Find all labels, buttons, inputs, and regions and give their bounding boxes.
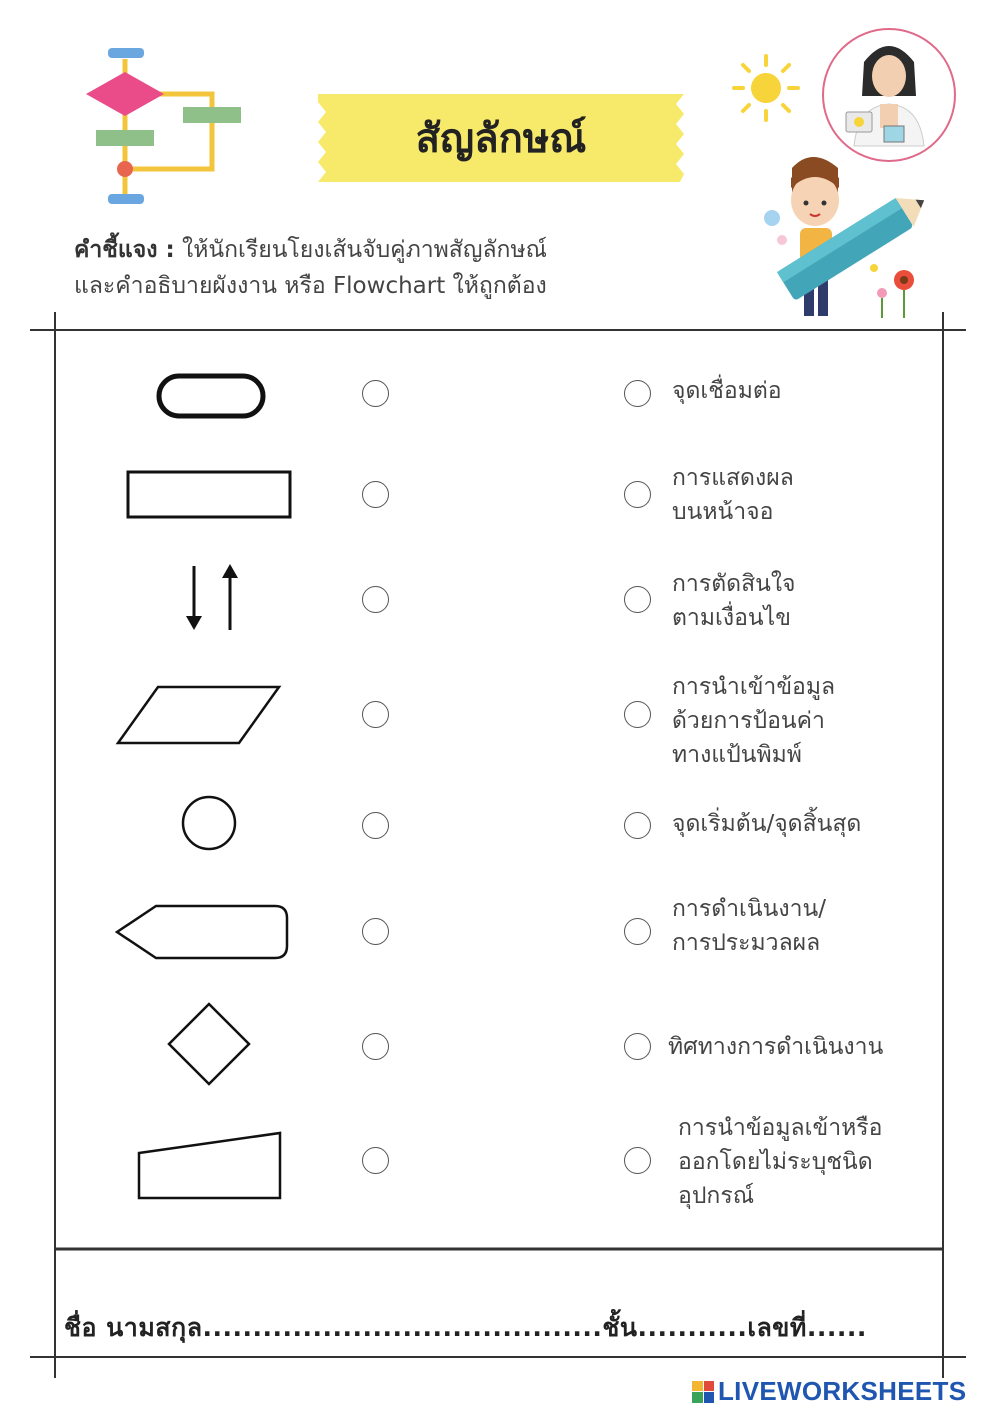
symbol-manual-input-icon xyxy=(132,1126,288,1206)
description-5 xyxy=(672,807,861,841)
description-3 xyxy=(672,567,796,635)
page-title: สัญลักษณ์ xyxy=(415,116,587,162)
description-line: ทางแป้นพิมพ์ xyxy=(672,742,802,768)
description-line: ตามเงื่อนไข xyxy=(672,605,791,631)
description-2 xyxy=(672,461,794,529)
right-match-dot-7[interactable] xyxy=(624,1033,651,1060)
description-line: ด้วยการป้อนค่า xyxy=(672,708,825,734)
instructions-label: คำชี้แจง : xyxy=(74,237,175,263)
left-match-dot-1[interactable] xyxy=(362,380,389,407)
left-match-dot-5[interactable] xyxy=(362,812,389,839)
right-match-dot-3[interactable] xyxy=(624,586,651,613)
symbol-process-rectangle-icon xyxy=(122,466,296,524)
symbol-connector-circle-icon xyxy=(178,792,240,854)
instructions-line-2: และคำอธิบายผังงาน หรือ Flowchart ให้ถูกต้อง xyxy=(74,273,547,299)
description-line: ออกโดยไม่ระบุชนิด xyxy=(678,1149,873,1175)
description-line: จุดเริ่มต้น/จุดสิ้นสุด xyxy=(672,811,862,837)
instructions-line-1: ให้นักเรียนโยงเส้นจับคู่ภาพสัญลักษณ์ xyxy=(174,237,547,263)
right-match-dot-8[interactable] xyxy=(624,1147,651,1174)
left-match-dot-6[interactable] xyxy=(362,918,389,945)
description-line: จุดเชื่อมต่อ xyxy=(672,378,782,404)
symbol-terminator-icon xyxy=(150,370,272,422)
description-line: อุปกรณ์ xyxy=(678,1183,755,1209)
description-6 xyxy=(672,892,826,960)
symbol-data-parallelogram-icon xyxy=(110,680,286,750)
description-1 xyxy=(672,374,782,408)
right-match-dot-5[interactable] xyxy=(624,812,651,839)
right-match-dot-4[interactable] xyxy=(624,701,651,728)
description-line: การนำเข้าข้อมูล xyxy=(672,674,836,700)
left-match-dot-4[interactable] xyxy=(362,701,389,728)
symbol-flow-direction-arrows-icon xyxy=(176,558,242,636)
description-line: การตัดสินใจ xyxy=(672,571,796,597)
left-match-dot-7[interactable] xyxy=(362,1033,389,1060)
description-line: การแสดงผล xyxy=(672,465,794,491)
description-line: การดำเนินงาน/ xyxy=(672,896,826,922)
description-line: การนำข้อมูลเข้าหรือ xyxy=(678,1115,883,1141)
left-match-dot-8[interactable] xyxy=(362,1147,389,1174)
left-match-dot-3[interactable] xyxy=(362,586,389,613)
description-8 xyxy=(678,1111,882,1213)
description-4 xyxy=(672,670,835,772)
right-match-dot-1[interactable] xyxy=(624,380,651,407)
brand-name: LIVEWORKSHEETS xyxy=(718,1376,967,1406)
liveworksheets-logo-icon xyxy=(692,1381,714,1403)
description-7 xyxy=(668,1030,883,1064)
liveworksheets-brand xyxy=(692,1376,966,1407)
description-line: การประมวลผล xyxy=(672,930,821,956)
left-match-dot-2[interactable] xyxy=(362,481,389,508)
symbol-decision-diamond-icon xyxy=(164,1000,254,1088)
right-match-dot-6[interactable] xyxy=(624,918,651,945)
student-info-line[interactable]: ชื่อ นามสกุล........................................ชั้น...........เลขที่...... xyxy=(64,1313,867,1342)
description-line: บนหน้าจอ xyxy=(672,499,774,525)
symbol-display-icon xyxy=(110,898,294,966)
right-match-dot-2[interactable] xyxy=(624,481,651,508)
description-line: ทิศทางการดำเนินงาน xyxy=(668,1034,884,1060)
